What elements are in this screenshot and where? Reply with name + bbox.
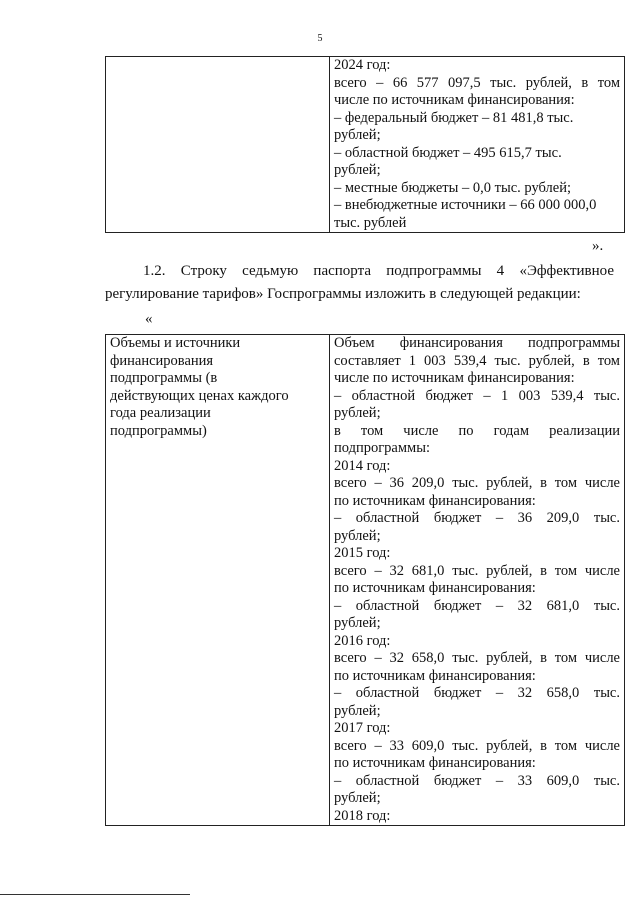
text-line: числе по источникам финансирования: [334, 370, 575, 386]
label-line: действующих ценах каждого [110, 387, 289, 404]
paragraph-line: регулирование тарифов» Госпрограммы изложить в следующей редакции: [105, 286, 581, 302]
text-line: – местные бюджеты – 0,0 тыс. рублей; [334, 179, 571, 196]
text-line: 2014 год: [334, 457, 391, 474]
financing-table [105, 334, 625, 826]
table-row [106, 335, 625, 826]
text-line: 2015 год: [334, 545, 391, 561]
text-line: 2017 год: [334, 720, 391, 736]
text-line: – областной бюджет – 1 003 539,4 тыс. [334, 387, 620, 404]
text-line: – областной бюджет – 33 609,0 тыс. [334, 772, 620, 789]
text-line: составляет 1 003 539,4 тыс. рублей, в том [334, 352, 620, 369]
financing-label-cell [106, 335, 330, 826]
text-line: рублей; [334, 790, 381, 806]
label-line: подпрограммы (в [110, 370, 218, 386]
top-table-right-cell [330, 57, 625, 233]
text-line: рублей; [334, 127, 381, 143]
text-line: по источникам финансирования: [334, 667, 536, 684]
text-line: – внебюджетные источники – 66 000 000,0 [334, 197, 597, 213]
text-line: всего – 33 609,0 тыс. рублей, в том числе [334, 737, 620, 754]
text-line: 2024 год: [334, 57, 391, 73]
text-line: рублей; [334, 405, 381, 421]
text-line: числе по источникам финансирования: [334, 92, 575, 108]
page-number: 5 [317, 33, 323, 44]
text-line: – областной бюджет – 36 209,0 тыс. [334, 510, 620, 526]
top-table-left-cell [106, 57, 330, 233]
label-line: года реализации [110, 405, 211, 421]
top-table-continuation [105, 56, 625, 233]
text-line: по источникам финансирования: [334, 492, 536, 509]
text-line: всего – 32 658,0 тыс. рублей, в том числе [334, 650, 620, 666]
text-line: рублей; [334, 615, 381, 631]
label-line: финансирования [110, 352, 214, 369]
table-row [106, 57, 625, 233]
closing-quote: ». [592, 238, 604, 254]
text-line: подпрограммы: [334, 440, 430, 456]
text-line: Объем финансирования подпрограммы [334, 335, 620, 351]
text-line: по источникам финансирования: [334, 755, 536, 771]
text-line: тыс. рублей [334, 214, 407, 231]
label-line: подпрограммы) [110, 422, 207, 439]
text-line: всего – 66 577 097,5 тыс. рублей, в том [334, 74, 620, 91]
text-line: – областной бюджет – 32 658,0 тыс. [334, 685, 620, 701]
text-line: – федеральный бюджет – 81 481,8 тыс. [334, 109, 574, 126]
text-line: рублей; [334, 527, 381, 544]
financing-value-cell [330, 335, 625, 826]
paragraph-line: 1.2. Строку седьмую паспорта подпрограммы 4 «Эффективное [143, 263, 614, 279]
text-line: всего – 36 209,0 тыс. рублей, в том числе [334, 475, 620, 491]
opening-quote: « [145, 311, 153, 327]
text-line: – областной бюджет – 32 681,0 тыс. [334, 597, 620, 614]
text-line: 2018 год: [334, 807, 391, 824]
text-line: – областной бюджет – 495 615,7 тыс. [334, 144, 562, 161]
text-line: всего – 32 681,0 тыс. рублей, в том числе [334, 562, 620, 579]
footnote-rule [0, 894, 190, 895]
text-line: по источникам финансирования: [334, 580, 536, 596]
text-line: рублей; [334, 162, 381, 178]
label-line: Объемы и источники [110, 335, 241, 351]
text-line: рублей; [334, 702, 381, 719]
text-line: 2016 год: [334, 632, 391, 649]
text-line: в том числе по годам реализации [334, 422, 620, 439]
